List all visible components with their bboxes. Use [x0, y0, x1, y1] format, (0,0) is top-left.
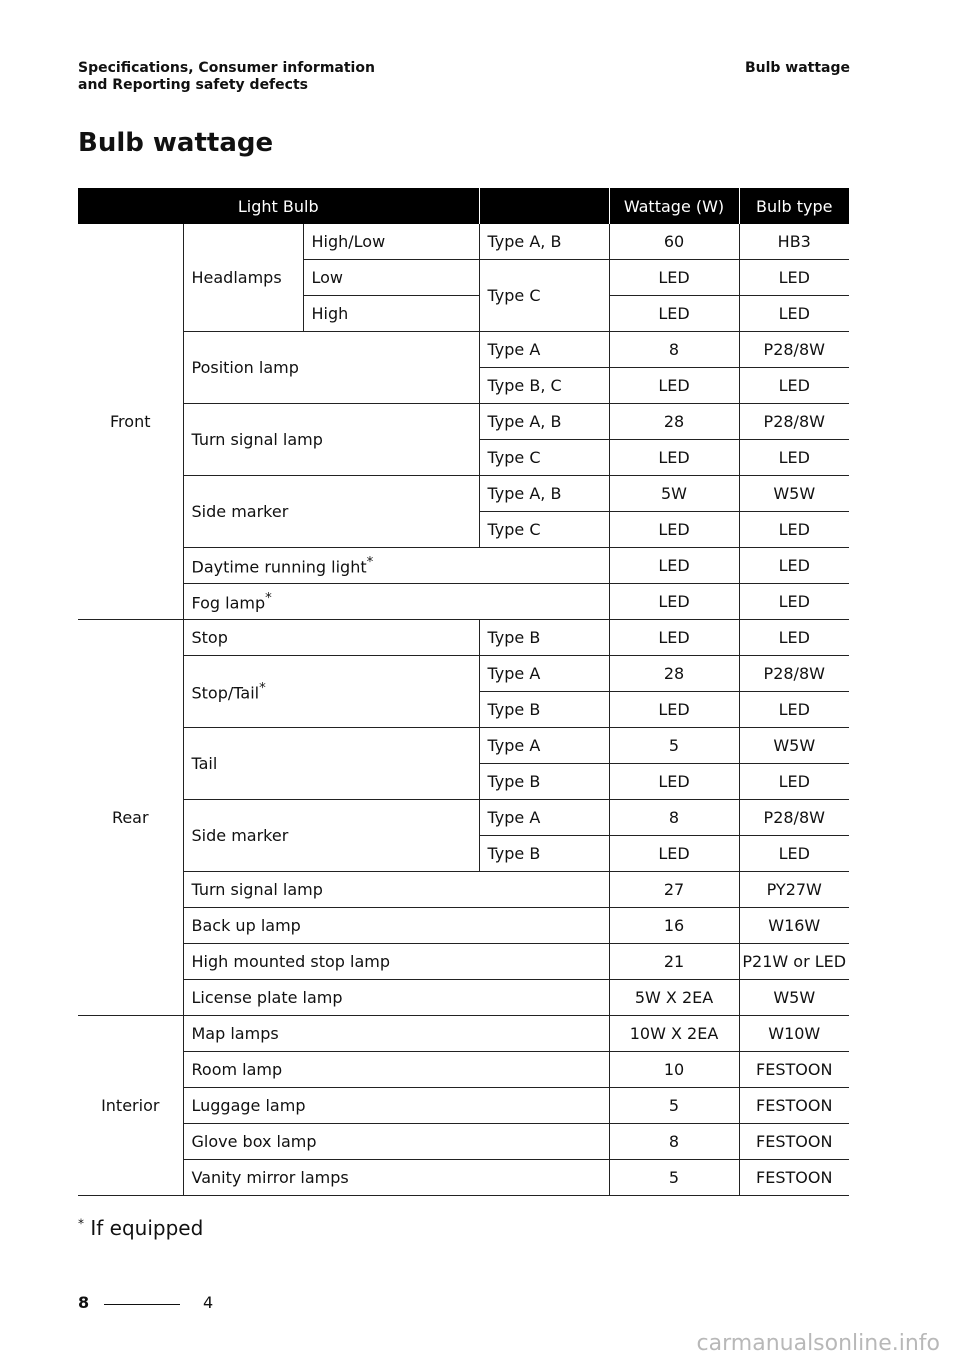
wattage-cell: LED: [609, 692, 739, 728]
bulb-type-cell: W16W: [739, 908, 849, 944]
row-label-map-lamps: Map lamps: [183, 1016, 609, 1052]
row-label-glove-box-lamp: Glove box lamp: [183, 1124, 609, 1160]
wattage-cell: 8: [609, 332, 739, 368]
bulb-type-cell: PY27W: [739, 872, 849, 908]
wattage-cell: 5: [609, 1088, 739, 1124]
row-label-side-marker: Side marker: [183, 476, 479, 548]
type-cell: Type A, B: [479, 224, 609, 260]
type-cell: Type B, C: [479, 368, 609, 404]
bulb-type-cell: W5W: [739, 476, 849, 512]
wattage-cell: 16: [609, 908, 739, 944]
table-row: [78, 548, 849, 584]
table-row: [78, 1160, 849, 1196]
table-header-row: [78, 188, 849, 224]
bulb-wattage-table: [78, 188, 849, 1196]
wattage-cell: LED: [609, 368, 739, 404]
row-label-back-up-lamp: Back up lamp: [183, 908, 609, 944]
stop-tail-label-text: Stop/Tail: [191, 683, 260, 703]
type-cell: Type A: [479, 332, 609, 368]
header-wattage: Wattage (W): [609, 188, 739, 224]
wattage-cell: 60: [609, 224, 739, 260]
footnote-mark: *: [259, 680, 266, 696]
wattage-cell: LED: [609, 620, 739, 656]
wattage-cell: LED: [609, 764, 739, 800]
running-header-right: Bulb wattage: [744, 60, 850, 76]
category-rear: Rear: [78, 620, 183, 1016]
bulb-type-cell: P28/8W: [739, 332, 849, 368]
row-label-fog-lamp: [183, 584, 609, 620]
wattage-cell: 10: [609, 1052, 739, 1088]
type-cell: Type A, B: [479, 476, 609, 512]
table-row: [78, 476, 849, 512]
wattage-cell: LED: [609, 836, 739, 872]
type-cell: Type C: [479, 440, 609, 476]
table-row: [78, 224, 849, 260]
table-row: [78, 872, 849, 908]
wattage-cell: LED: [609, 260, 739, 296]
type-cell: Type A, B: [479, 404, 609, 440]
bulb-type-cell: W5W: [739, 728, 849, 764]
row-label-rear-side-marker: Side marker: [183, 800, 479, 872]
wattage-cell: 27: [609, 872, 739, 908]
bulb-type-cell: FESTOON: [739, 1088, 849, 1124]
row-label-rear-turn-signal: Turn signal lamp: [183, 872, 609, 908]
bulb-type-cell: LED: [739, 620, 849, 656]
wattage-cell: 5W: [609, 476, 739, 512]
wattage-cell: 10W X 2EA: [609, 1016, 739, 1052]
section-number: 8: [78, 1293, 90, 1312]
row-sublabel: Low: [303, 260, 479, 296]
type-cell: Type B: [479, 764, 609, 800]
wattage-cell: LED: [609, 512, 739, 548]
row-label-room-lamp: Room lamp: [183, 1052, 609, 1088]
header-type: [479, 188, 609, 224]
type-cell: Type A: [479, 800, 609, 836]
bulb-type-cell: HB3: [739, 224, 849, 260]
row-label-tail: Tail: [183, 728, 479, 800]
bulb-type-cell: LED: [739, 260, 849, 296]
footnote: [78, 1216, 203, 1240]
bulb-type-cell: P28/8W: [739, 404, 849, 440]
row-sublabel: High/Low: [303, 224, 479, 260]
bulb-type-cell: LED: [739, 548, 849, 584]
bulb-type-cell: LED: [739, 296, 849, 332]
row-label-license-plate: License plate lamp: [183, 980, 609, 1016]
row-label-high-mounted-stop: High mounted stop lamp: [183, 944, 609, 980]
row-label-vanity-mirror: Vanity mirror lamps: [183, 1160, 609, 1196]
wattage-cell: 8: [609, 1124, 739, 1160]
table-row: [78, 1016, 849, 1052]
bulb-type-cell: LED: [739, 692, 849, 728]
wattage-cell: 28: [609, 656, 739, 692]
row-label-stop-tail: [183, 656, 479, 728]
bulb-type-cell: FESTOON: [739, 1160, 849, 1196]
type-cell: Type A: [479, 656, 609, 692]
wattage-cell: LED: [609, 440, 739, 476]
type-cell: Type A: [479, 728, 609, 764]
bulb-type-cell: LED: [739, 368, 849, 404]
row-label-position-lamp: Position lamp: [183, 332, 479, 404]
category-front: Front: [78, 224, 183, 620]
table-row: [78, 656, 849, 692]
row-label-stop: Stop: [183, 620, 479, 656]
footnote-mark: *: [265, 590, 272, 606]
wattage-cell: 5: [609, 1160, 739, 1196]
wattage-cell: 8: [609, 800, 739, 836]
bulb-type-cell: W10W: [739, 1016, 849, 1052]
bulb-type-cell: W5W: [739, 980, 849, 1016]
type-cell: Type B: [479, 620, 609, 656]
footnote-mark: *: [366, 554, 374, 570]
bulb-type-cell: LED: [739, 440, 849, 476]
bulb-type-cell: FESTOON: [739, 1124, 849, 1160]
wattage-cell: LED: [609, 296, 739, 332]
bulb-type-cell: LED: [739, 584, 849, 620]
bulb-type-cell: LED: [739, 764, 849, 800]
table-row: [78, 404, 849, 440]
header-bulb-type: Bulb type: [739, 188, 849, 224]
wattage-cell: 5: [609, 728, 739, 764]
fog-label-text: Fog lamp: [191, 593, 266, 613]
table-row: [78, 728, 849, 764]
type-cell: Type B: [479, 836, 609, 872]
table-row: [78, 584, 849, 620]
wattage-cell: 21: [609, 944, 739, 980]
wattage-cell: 28: [609, 404, 739, 440]
bulb-type-cell: P21W or LED: [739, 944, 849, 980]
table-row: [78, 980, 849, 1016]
footnote-text: If equipped: [84, 1216, 204, 1240]
table-row: [78, 1124, 849, 1160]
row-label-drl: [183, 548, 609, 584]
type-cell: Type C: [479, 260, 609, 332]
drl-label-text: Daytime running light: [191, 557, 367, 577]
table-row: [78, 908, 849, 944]
bulb-type-cell: FESTOON: [739, 1052, 849, 1088]
page-number: 4: [203, 1293, 214, 1312]
wattage-cell: LED: [609, 584, 739, 620]
table-row: [78, 944, 849, 980]
watermark: carmanualsonline.info: [696, 1331, 940, 1356]
category-interior: Interior: [78, 1016, 183, 1196]
type-cell: Type C: [479, 512, 609, 548]
bulb-type-cell: P28/8W: [739, 656, 849, 692]
footnote-asterisk: *: [78, 1216, 84, 1231]
header-left-line2: and Reporting safety defects: [78, 77, 308, 93]
header-left-line1: Specifications, Consumer information: [78, 60, 375, 76]
table-row: [78, 800, 849, 836]
bulb-type-cell: LED: [739, 836, 849, 872]
running-header-left: [78, 60, 375, 94]
row-label-luggage-lamp: Luggage lamp: [183, 1088, 609, 1124]
wattage-cell: 5W X 2EA: [609, 980, 739, 1016]
wattage-cell: LED: [609, 548, 739, 584]
row-label-headlamps: Headlamps: [183, 224, 303, 332]
table-row: [78, 1052, 849, 1088]
footer-divider: [104, 1304, 180, 1305]
table-row: [78, 620, 849, 656]
bulb-type-cell: LED: [739, 512, 849, 548]
row-label-turn-signal: Turn signal lamp: [183, 404, 479, 476]
table-row: [78, 332, 849, 368]
header-light-bulb: Light Bulb: [78, 188, 479, 224]
type-cell: Type B: [479, 692, 609, 728]
bulb-type-cell: P28/8W: [739, 800, 849, 836]
page-title: Bulb wattage: [78, 128, 274, 158]
row-sublabel: High: [303, 296, 479, 332]
table-row: [78, 1088, 849, 1124]
